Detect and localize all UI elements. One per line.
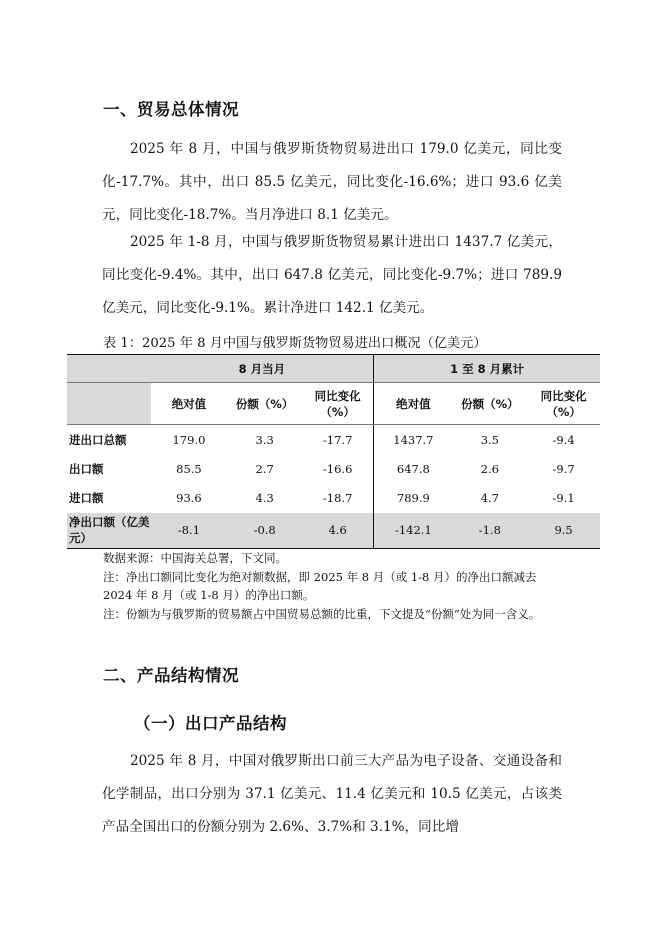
cell-value: 3.5: [480, 432, 499, 447]
header-month-abs: 绝对值: [151, 383, 228, 425]
trade-summary-table: [67, 354, 600, 549]
row-label: 进口额: [69, 491, 104, 505]
table-caption: 表 1：2025 年 8 月中国与俄罗斯货物贸易进出口概况（亿美元）: [103, 336, 487, 351]
cell-value: -9.4: [552, 432, 575, 447]
cell-value: -18.7: [302, 484, 374, 513]
cell-value: 2.7: [255, 462, 274, 476]
row-label: 进出口总额: [69, 432, 127, 447]
cell-value: 9.5: [527, 513, 600, 549]
cell-value: 4.6: [302, 513, 374, 549]
note-source: 数据来源：中国海关总署，下文同。: [103, 551, 287, 565]
cell-value: 85.5: [176, 462, 202, 476]
section-2-subheading: （一）出口产品结构: [134, 714, 287, 733]
section-1-heading: 一、贸易总体情况: [103, 100, 239, 119]
cell-value: 4.7: [480, 491, 499, 505]
cell-value: 179.0: [172, 432, 206, 447]
cell-value: 647.8: [396, 462, 430, 476]
header-ytd-group: 1 至 8 月累计: [374, 355, 600, 383]
cell-value: -0.8: [227, 513, 302, 549]
header-month-group: 8 月当月: [151, 355, 374, 383]
cell-value: -17.7: [302, 425, 374, 455]
cell-value: 789.9: [396, 491, 430, 505]
header-month-share: 份额（%）: [227, 383, 302, 425]
header-month-yoy: 同比变化（%）: [302, 383, 374, 425]
header-ytd-share: 份额（%）: [453, 383, 528, 425]
cell-value: -142.1: [374, 513, 453, 549]
cell-value: -16.6: [302, 455, 374, 484]
table-corner-cell: [67, 355, 151, 383]
section-1-paragraph-1: 2025 年 8 月，中国与俄罗斯货物贸易进出口 179.0 亿美元，同比变化-17.7%。其中，出口 85.5 亿美元，同比变化-16.6%；进口 93.6 亿美元，同比变化-18.7%。当月净进口 8.1 亿美元。: [102, 141, 562, 223]
table-corner-cell-2: [67, 383, 151, 425]
cell-value: 4.3: [255, 491, 274, 505]
cell-value: -9.1: [552, 491, 575, 505]
cell-value: 1437.7: [393, 432, 434, 447]
note-net-export: 注：净出口额同比变化为绝对额数据，即 2025 年 8 月（或 1-8 月）的净出口额减去 2024 年 8 月（或 1-8 月）的净出口额。: [103, 569, 537, 602]
section-2-paragraph-1: 2025 年 8 月，中国对俄罗斯出口前三大产品为电子设备、交通设备和化学制品，出口分别为 37.1 亿美元、11.4 亿美元和 10.5 亿美元，占该类产品全国出口的份额分别为 2.6%、3.7%和 3.1%，同比增: [102, 753, 562, 835]
table-row: [67, 484, 600, 513]
table-row-net-export: [67, 513, 600, 549]
section-1-paragraph-2: 2025 年 1-8 月，中国与俄罗斯货物贸易累计进出口 1437.7 亿美元，同比变化-9.4%。其中，出口 647.8 亿美元，同比变化-9.7%；进口 789.9 亿美元，同比变化-9.1%。累计净进口 142.1 亿美元。: [102, 234, 562, 316]
table-row: [67, 425, 600, 455]
header-ytd-yoy: 同比变化（%）: [527, 383, 600, 425]
table-row: [67, 455, 600, 484]
row-label: 出口额: [69, 462, 104, 476]
section-2-heading: 二、产品结构情况: [103, 666, 239, 685]
cell-value: 3.3: [255, 432, 274, 447]
cell-value: -9.7: [552, 462, 575, 476]
table-notes: [103, 549, 565, 623]
row-label: 净出口额（亿美元）: [67, 513, 151, 549]
cell-value: 93.6: [176, 491, 202, 505]
cell-value: 2.6: [480, 462, 499, 476]
note-share: 注：份额为与俄罗斯的贸易额占中国贸易总额的比重，下文提及“份额”处为同一含义。: [103, 606, 541, 621]
cell-value: -1.8: [453, 513, 528, 549]
header-ytd-abs: 绝对值: [374, 383, 453, 425]
cell-value: -8.1: [151, 513, 228, 549]
